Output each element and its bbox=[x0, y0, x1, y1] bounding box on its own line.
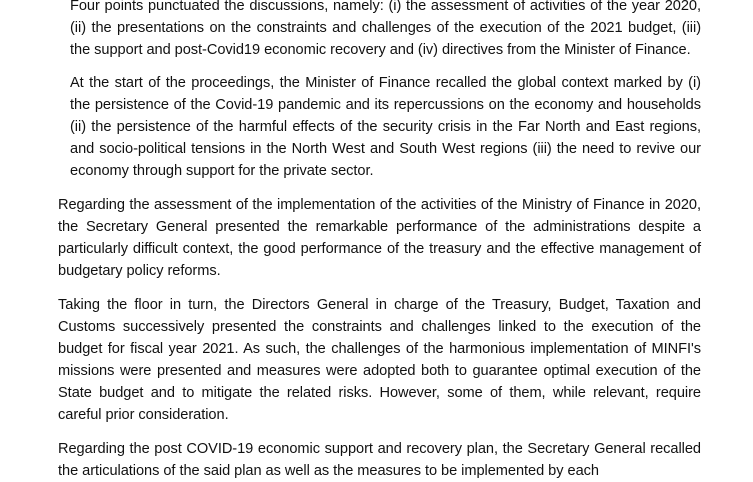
paragraph-discussion-points: Four points punctuated the discussions, namely: (i) the assessment of activities of the year 2020, (ii) the presentations on the constraints and challenges of the execution of the 2021 budget, (iii) the support and post-Covid19 economic recovery and (iv) directives from the Minister of Finance. bbox=[70, 0, 701, 58]
paragraph-recovery-plan: Regarding the post COVID-19 economic support and recovery plan, the Secretary General recalled the articulations of the said plan as well as the measures to be implemented by each bbox=[58, 441, 701, 479]
paragraph-global-context: At the start of the proceedings, the Minister of Finance recalled the global context marked by (i) the persistence of the Covid-19 pandemic and its repercussions on the economy and households (ii) the persistence of the harmful effects of the security crisis in the Far North and East regions, and socio-political tensions in the North West and South West regions (iii) the need to revive our economy through support for the private sector. bbox=[70, 75, 701, 179]
paragraph-2020-assessment: Regarding the assessment of the implementation of the activities of the Ministry of Finance in 2020, the Secretary General presented the remarkable performance of the administrations despite a particularly difficult context, the good performance of the treasury and the effective management of budgetary policy reforms. bbox=[58, 197, 701, 279]
paragraph-2021-budget-challenges: Taking the floor in turn, the Directors General in charge of the Treasury, Budget, Taxation and Customs successively presented the constraints and challenges linked to the execution of the budget for fiscal year 2021. As such, the challenges of the harmonious implementation of MINFI's missions were presented and measures were adopted both to guarantee optimal execution of the State budget and to mitigate the related risks. However, some of them, while relevant, require careful prior consideration. bbox=[58, 297, 701, 423]
